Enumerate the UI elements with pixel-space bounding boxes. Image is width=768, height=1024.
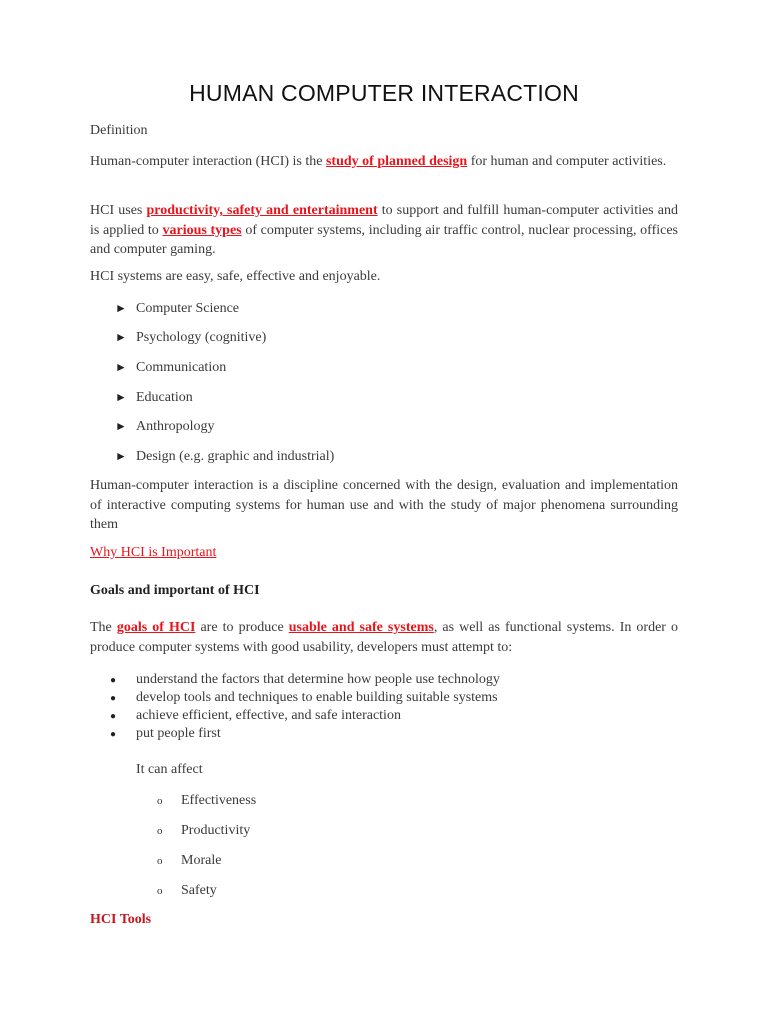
why-hci-important-link[interactable]: [90, 545, 678, 561]
highlight-productivity-safety-entertainment: productivity, safety and entertainment: [146, 203, 378, 218]
field-item: [115, 327, 266, 347]
arrow-right-icon: ►: [115, 301, 127, 315]
para5-text-middle: are to produce: [195, 620, 289, 635]
dot-bullet-icon: ●: [110, 711, 117, 722]
field-item: [115, 357, 226, 377]
field-item-label: Design (e.g. graphic and industrial): [136, 449, 335, 464]
arrow-right-icon: ►: [115, 360, 127, 374]
highlight-study-of-planned-design: study of planned design: [325, 154, 468, 169]
goal-item: [110, 671, 500, 689]
field-item-label: Education: [136, 390, 193, 405]
field-item: [115, 298, 239, 318]
affect-item-label: Productivity: [181, 823, 251, 838]
affect-item-label: Effectiveness: [181, 793, 257, 808]
field-item: [115, 387, 193, 407]
highlight-goals-of-hci: goals of HCI: [116, 620, 196, 635]
goals-heading: Goals and important of HCI: [90, 583, 260, 598]
affect-item-label: Morale: [181, 853, 222, 868]
circle-o-bullet-icon: o: [157, 885, 163, 897]
page-title: HUMAN COMPUTER INTERACTION: [189, 80, 579, 106]
arrow-right-icon: ►: [115, 390, 127, 404]
field-item-label: Psychology (cognitive): [136, 330, 267, 345]
circle-o-bullet-icon: o: [157, 795, 163, 807]
para1-text-start: Human-computer interaction (HCI) is the: [90, 154, 326, 169]
para1-text-end: for human and computer activities.: [467, 154, 667, 169]
para2-text-middle: to support and fulfill human-computer activities and is applied to: [90, 203, 678, 238]
field-item-label: Anthropology: [136, 419, 215, 434]
field-item-label: Communication: [136, 360, 227, 375]
affect-label: It can affect: [136, 762, 203, 777]
goal-item-label: understand the factors that determine how people use technology: [136, 672, 500, 687]
highlight-various-types: various types: [162, 222, 242, 238]
para2-text-start: HCI uses: [90, 203, 147, 218]
para5-text-end: , as well as functional systems. In order o produce computer systems with good usability, developers must attempt to:: [90, 620, 679, 655]
affect-item: [157, 791, 256, 811]
para5-text-start: The: [90, 620, 117, 635]
highlight-usable-and-safe-systems: usable and safe systems: [288, 620, 434, 635]
discipline-paragraph: Human-computer interaction is a discipline concerned with the design, evaluation and implementation of interactive computing systems for human use and with the study of major phenomena surrounding them: [90, 478, 678, 532]
circle-o-bullet-icon: o: [157, 825, 163, 837]
dot-bullet-icon: ●: [110, 675, 117, 686]
circle-o-bullet-icon: o: [157, 855, 163, 867]
arrow-right-icon: ►: [115, 449, 127, 463]
goals-paragraph: [90, 618, 678, 657]
affect-item-label: Safety: [181, 883, 217, 898]
field-item: [115, 416, 215, 436]
affect-item: [157, 851, 221, 871]
goal-item-label: achieve efficient, effective, and safe interaction: [136, 708, 401, 723]
systems-sentence: HCI systems are easy, safe, effective and enjoyable.: [90, 269, 381, 284]
goal-item-label: develop tools and techniques to enable building suitable systems: [136, 690, 498, 705]
arrow-right-icon: ►: [115, 419, 127, 433]
goal-item-label: put people first: [136, 726, 221, 741]
goal-item: [110, 707, 401, 725]
uses-paragraph: [90, 201, 678, 260]
dot-bullet-icon: ●: [110, 693, 117, 704]
definition-label: Definition: [90, 123, 148, 138]
goal-item: [110, 689, 498, 707]
field-item: [115, 446, 334, 466]
arrow-right-icon: ►: [115, 330, 127, 344]
para2-text-end: of computer systems, including air traffic control, nuclear processing, offices and computer gaming.: [90, 222, 679, 257]
field-item-label: Computer Science: [136, 301, 240, 316]
definition-paragraph: [90, 152, 678, 172]
affect-item: [157, 821, 250, 841]
why-hci-important-link-text[interactable]: Why HCI is Important: [90, 545, 217, 560]
dot-bullet-icon: ●: [110, 729, 117, 740]
hci-tools-heading: HCI Tools: [90, 912, 152, 927]
affect-item: [157, 881, 217, 901]
goal-item: [110, 725, 221, 743]
